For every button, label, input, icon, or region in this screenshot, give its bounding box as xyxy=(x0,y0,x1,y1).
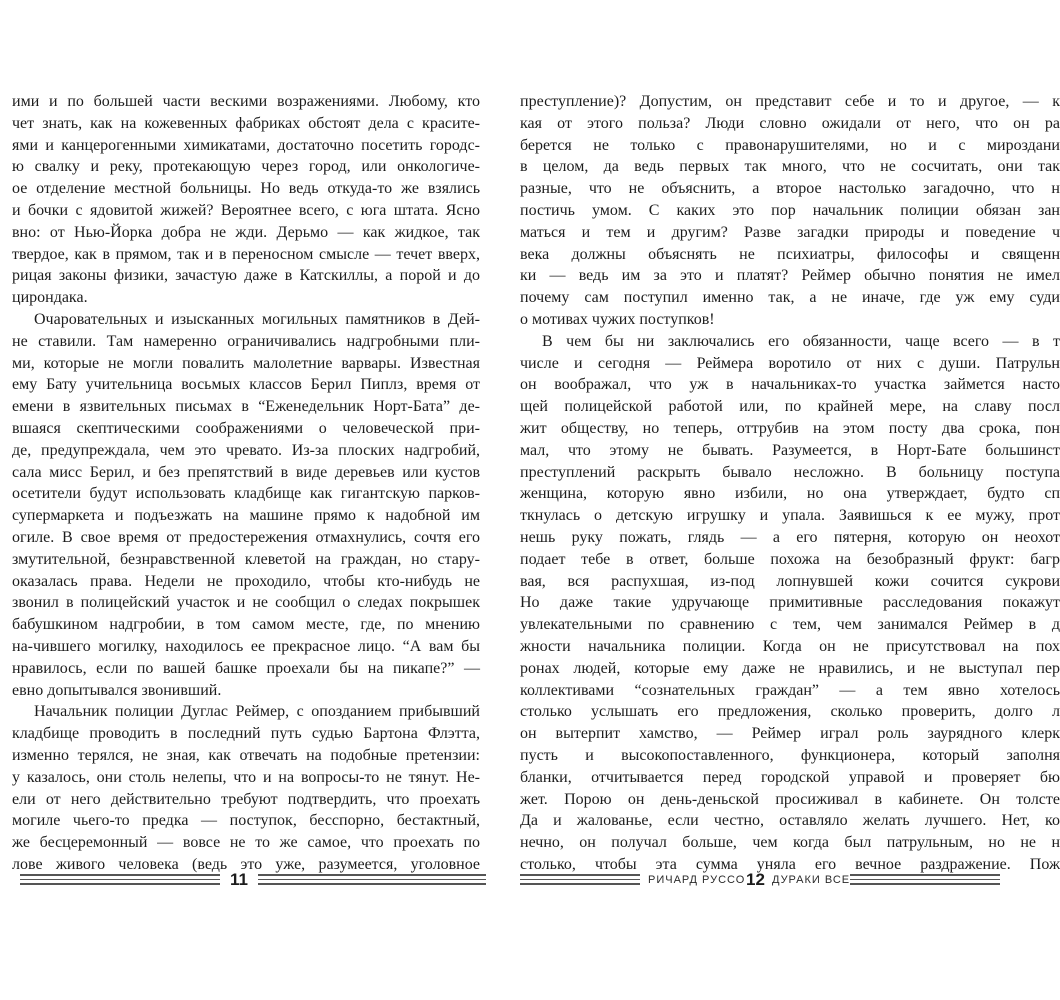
right-text-line: постичь умом. С каких это пор начальник полиции обязан зан xyxy=(520,202,1060,219)
right-text-line: увлекательными по сравнению с тем, чем занимался Реймер в д xyxy=(520,616,1060,634)
left-text-line: изменно терялся, не зная, как отвечать на подобные претензии: xyxy=(12,747,480,764)
left-text-line: твердое, как в прямом, так и в переносном смысле — течет вверх, xyxy=(12,245,480,263)
right-text-line: столько услышать его предложения, сколько проверить, долго л xyxy=(520,703,1060,721)
left-text-line: ями и канцерогенными химикатами, достаточно посетить городс- xyxy=(12,136,480,154)
left-text-line: ю свалку и реку, протекающую через город, или онкологиче- xyxy=(12,158,480,176)
right-text-line: бланки, отчитывается перед городской управой и проверяет бю xyxy=(520,768,1060,786)
left-text-line: бабушкином надгробии, в том самом месте, где, по мнению xyxy=(12,616,480,634)
right-text-line: В чем бы ни заключались его обязанности, чаще всего — в т xyxy=(542,332,1060,350)
left-text-line: змутительной, безнравственной клеветой на граждан, но стару- xyxy=(12,550,480,568)
left-text-line: сала мисс Берил, и без препятствий в виде деревьев или кустов xyxy=(12,463,480,481)
left-footer xyxy=(0,868,500,894)
right-text-line: ронах людей, которые ему даже не нравились, и не выступал пер xyxy=(520,659,1060,677)
left-text-line: вшаяся скептическими соображениями о человеческой при- xyxy=(12,420,480,437)
right-text-line: коллективами “сознательных граждан” — а тем явно хотелось xyxy=(520,681,1060,699)
left-text-line: супермаркета и подъезжать на машине прямо к надобной им xyxy=(12,507,480,525)
left-footer-rules xyxy=(20,874,220,888)
right-text-line: нечно, он получал больше, чем когда был патрульным, но не н xyxy=(520,834,1060,852)
title-running-head: ДУРАКИ ВСЕ xyxy=(772,874,851,886)
left-text-line: евно допытывался звонивший. xyxy=(12,681,222,699)
left-text-line: ели от него действительно требуют подтвердить, что проехать xyxy=(12,790,480,808)
left-text-line: де, предупреждала, чем это чревато. Из-за плоских надгробий, xyxy=(12,441,480,459)
left-text-line: же бесцеремонный — вовсе не то же самое, что проехать по xyxy=(12,834,480,852)
right-text-line: преступлений раскрыть бывало несложно. В больницу поступа xyxy=(520,463,1060,481)
left-text-line: ему Бату учительница восьмых классов Берил Пиплз, время от xyxy=(12,376,480,394)
right-text-line: числе и сегодня — Реймера воротило от них с души. Патрульн xyxy=(520,354,1060,372)
right-text-line: маться и тем и другим? Разве загадки природы и поведение ч xyxy=(520,223,1060,241)
right-text-line: жет. Порою он день-деньской просиживал в кабинете. Он толсте xyxy=(520,790,1060,808)
left-text-line: оказалась права. Недели не проходило, чтобы кто-нибудь не xyxy=(12,572,480,590)
left-text-line: осетители будут использовать кладбище как гигантскую парков- xyxy=(12,485,480,503)
left-text-line: ими и по большей части вескими возражениями. Любому, кто xyxy=(12,93,480,110)
left-text-line: Начальник полиции Дуглас Реймер, с опозданием прибывший xyxy=(34,703,480,721)
left-footer-rules-right xyxy=(258,874,486,888)
left-text-line: лове живого человека (ведь это уже, разумеется, уголовное xyxy=(12,856,480,873)
right-text-line: он вытерпит хамство, — Реймер играл роль заурядного клерк xyxy=(520,725,1060,743)
left-text-line: на-чившего могилку, находилось ее прекрасное лицо. “А вам бы xyxy=(12,638,480,655)
left-text-line: и бочки с ядовитой жижей? Вероятнее всего, с юга штата. Ясно xyxy=(12,202,480,219)
left-text-line: рицая законы физики, зачастую даже в Катскиллы, а порой и до xyxy=(12,267,480,285)
right-text-line: в целом, да ведь первых так много, что не сосчитать, они так xyxy=(520,158,1060,176)
right-text-line: жности начальника полиции. Когда он не присутствовал на пох xyxy=(520,638,1060,655)
left-text-line: ми, которые не могли повалить малолетние варвары. Известная xyxy=(12,354,480,372)
right-text-line: столько, чтобы эта сумма уняла его вечное раздражение. Пож xyxy=(520,856,1060,873)
right-text-line: щей полицейской работой или, по крайней мере, на славу посл xyxy=(520,398,1060,416)
right-footer-rules-left xyxy=(520,874,640,888)
right-text-line: Но даже такие удручающе примитивные расследования покажут xyxy=(520,594,1060,612)
right-text-line: берется не только с правонарушителями, но и с мироздани xyxy=(520,136,1060,154)
left-text-line: вно: от Нью-Йорка добра не жди. Дерьмо — как жидкое, так xyxy=(12,223,480,241)
left-text-line: не ставили. Там намеренно ограничивались надгробными пли- xyxy=(12,332,480,350)
right-text-line: мал, что этому не бывать. Разумеется, в Норт-Бате большинст xyxy=(520,441,1060,459)
right-text-line: ткнулась о детскую игрушку и упала. Заявишься к ее мужу, прот xyxy=(520,507,1060,525)
left-text-line: чет знать, как на кожевенных фабриках обстоят дела с красите- xyxy=(12,114,480,132)
page-number-left: 11 xyxy=(230,870,248,889)
left-text-line: звонил в полицейский участок и не сообщил о следах покрышек xyxy=(12,594,480,612)
right-page xyxy=(500,0,1060,1000)
right-footer xyxy=(500,868,1000,894)
right-text-line: он воображал, что уж в начальниках-то участка займется насто xyxy=(520,376,1060,394)
right-text-line: преступление)? Допустим, он представит себе и то и другое, — к xyxy=(520,93,1060,110)
left-text-line: цирондака. xyxy=(12,289,88,307)
right-text-line: вая, вся распухшая, из-под лопнувшей кожи сочится сукрови xyxy=(520,572,1060,590)
right-text-line: ки — ведь им за это и платят? Реймер обычно понятия не имел xyxy=(520,267,1060,285)
right-text-line: разные, что не объяснить, а второе настолько загадочно, что н xyxy=(520,180,1060,198)
left-text-line: нравилось, если по вашей башке проехали бы на пикапе?” — xyxy=(12,659,480,677)
left-page xyxy=(0,0,500,1000)
author-running-head: РИЧАРД РУССО xyxy=(648,874,746,886)
right-text-line: почему сам поступил именно так, а не иначе, где уж ему суди xyxy=(520,289,1060,307)
left-text-line: кладбище проводить в последний путь судью Бартона Флэтта, xyxy=(12,725,480,743)
page-number-right: 12 xyxy=(746,870,765,889)
right-text-line: кая от этого польза? Люди словно ожидали от него, что он ра xyxy=(520,114,1060,132)
right-text-line: о мотивах чужих поступков! xyxy=(520,311,715,328)
right-text-line: жит обществу, но теперь, оттрубив на этом посту два срока, пон xyxy=(520,420,1060,437)
right-text-line: пусть и высокопоставленного, функционера, который заполня xyxy=(520,747,1060,764)
left-text-line: Очаровательных и изысканных могильных памятников в Дей- xyxy=(34,311,480,328)
right-text-line: нешь руку пожать, глядь — а его пятерня, которую он неохот xyxy=(520,529,1060,546)
right-text-line: женщина, которую явно избили, но она утверждает, будто сп xyxy=(520,485,1060,503)
right-text-line: Да и жалованье, если честно, оставляло желать лучшего. Нет, ко xyxy=(520,812,1060,830)
right-footer-rules-right xyxy=(850,874,1000,888)
left-text-line: огиле. В свое время от предостережения отмахнулись, сочтя его xyxy=(12,529,480,546)
left-text-line: ое отделение местной больницы. Но ведь откуда-то же взялись xyxy=(12,180,480,198)
right-text-line: подает тебе в ответ, больше похожа на безобразный фрукт: багр xyxy=(520,550,1060,568)
left-text-line: емени в язвительных письмах в “Еженедельник Норт-Бата” де- xyxy=(12,398,480,416)
left-text-line: могиле чьего-то предка — поступок, бесспорно, бестактный, xyxy=(12,812,480,830)
right-text-line: века должны объяснять не психиатры, философы и священн xyxy=(520,245,1060,263)
left-text-line: у казалось, они столь нелепы, что и на вопросы-то не тянут. Не- xyxy=(12,768,480,786)
